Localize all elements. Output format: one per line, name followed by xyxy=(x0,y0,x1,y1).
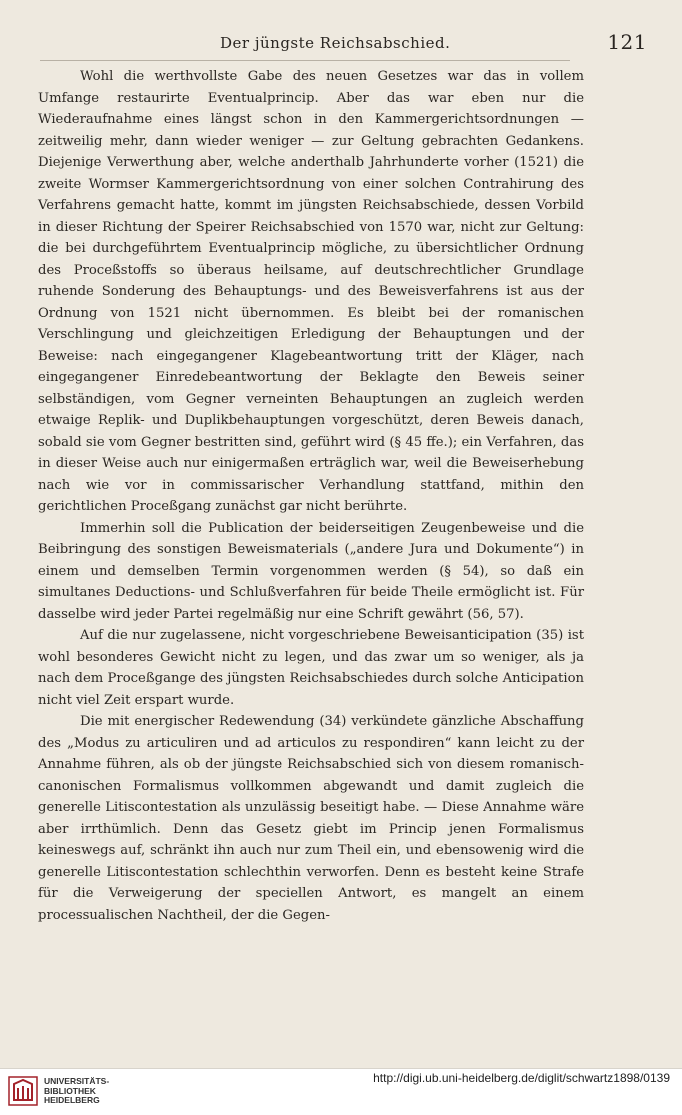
library-logo-icon xyxy=(8,1076,38,1106)
source-url-link[interactable]: http://digi.ub.uni-heidelberg.de/diglit/schwartz1898/0139 xyxy=(373,1071,670,1085)
paragraph: Immerhin soll die Publication der beiderseitigen Zeugenbeweise und die Beibringung des sonstigen Beweismaterials („andere Jura und Dokumente“) in einem und demselben Termin vorgenommen werden (§ 54), so daß ein simultanes Deductions- und Schlußverfahren für beide Theile ermöglicht ist. Für dasselbe wird jeder Partei regelmäßig nur eine Schrift gewährt (56, 57). xyxy=(38,520,584,622)
header-rule xyxy=(40,60,570,61)
paragraph: Die mit energischer Redewendung (34) verkündete gänzliche Abschaffung des „Modus zu articuliren und ad articulos zu respondiren“ kann leicht zu der Annahme führen, als ob der jüngste Reichsabschied sich von diesem romanisch-canonischen Formalismus vollkommen abgewandt und damit zugleich die generelle Litiscontestation als unzulässig beseitigt habe. — Diese Annahme wäre aber irrthümlich. Denn das Gesetz giebt im Princip jenen Formalismus keineswegs auf, schränkt ihn auch nur zum Theil ein, und ebensowenig wird die generelle Litiscontestation schlechthin verworfen. Denn es besteht keine Strafe für die Verweigerung der speciellen Antwort, es mangelt an einem processualischen Nachtheil, der die Gegen- xyxy=(38,714,584,923)
page-number: 121 xyxy=(607,30,647,54)
paragraph: Auf die nur zugelassene, nicht vorgeschriebene Beweisanticipation (35) ist wohl besonderes Gewicht nicht zu legen, und das zwar um so weniger, als ja nach dem Proceßgange des jüngsten Reichsabschiedes durch solche Anticipation nicht viel Zeit erspart wurde. xyxy=(38,628,584,708)
library-name: UNIVERSITÄTS- BIBLIOTHEK HEIDELBERG xyxy=(44,1076,110,1105)
viewer-footer xyxy=(0,1068,682,1115)
running-title: Der jüngste Reichsabschied. xyxy=(220,34,451,52)
body-text xyxy=(38,66,584,926)
paragraph: Wohl die werthvollste Gabe des neuen Gesetzes war das in vollem Umfange restaurirte Eventualprincip. Aber das war eben nur die Wiederaufnahme eines längst schon in den Kammergerichtsordnungen — zeitweilig mehr, dann wieder weniger — zur Geltung gebrachten Gedankens. Diejenige Verwerthung aber, welche anderthalb Jahrhunderte vorher (1521) die zweite Wormser Kammergerichtsordnung von einer solchen Contrahirung des Verfahrens gemacht hatte, kommt im jüngsten Reichsabschiede, dessen Vorbild in dieser Richtung der Speirer Reichsabschied von 1570 war, nicht zur Geltung: die bei durchgeführtem Eventualprincip mögliche, zu übersichtlicher Ordnung des Proceßstoffs so überaus heilsame, auf deutschrechtlicher Grundlage ruhende Sonderung des Behauptungs- und des Beweisverfahrens ist aus der Ordnung von 1521 nicht übernommen. Es bleibt bei der romanischen Verschlingung und gleichzeitigen Erledigung der Behauptungen und der Beweise: nach eingegangener Klagebeantwortung tritt der Kläger, nach eingegangener Einredebeantwortung der Beklagte den Beweis seiner selbständigen, vom Gegner verneinten Behauptungen an zugleich werden etwaige Replik- und Duplikbehauptungen vorgeschützt, deren Beweis danach, sobald sie vom Gegner bestritten sind, geführt wird (§ 45 ffe.); ein Verfahren, das in dieser Weise auch nur einigermaßen erträglich war, weil die Beweiserhebung nach wie vor in commissarischer Verhandlung stattfand, mithin den gerichtlichen Proceßgang zunächst gar nicht berührte. xyxy=(38,69,584,514)
